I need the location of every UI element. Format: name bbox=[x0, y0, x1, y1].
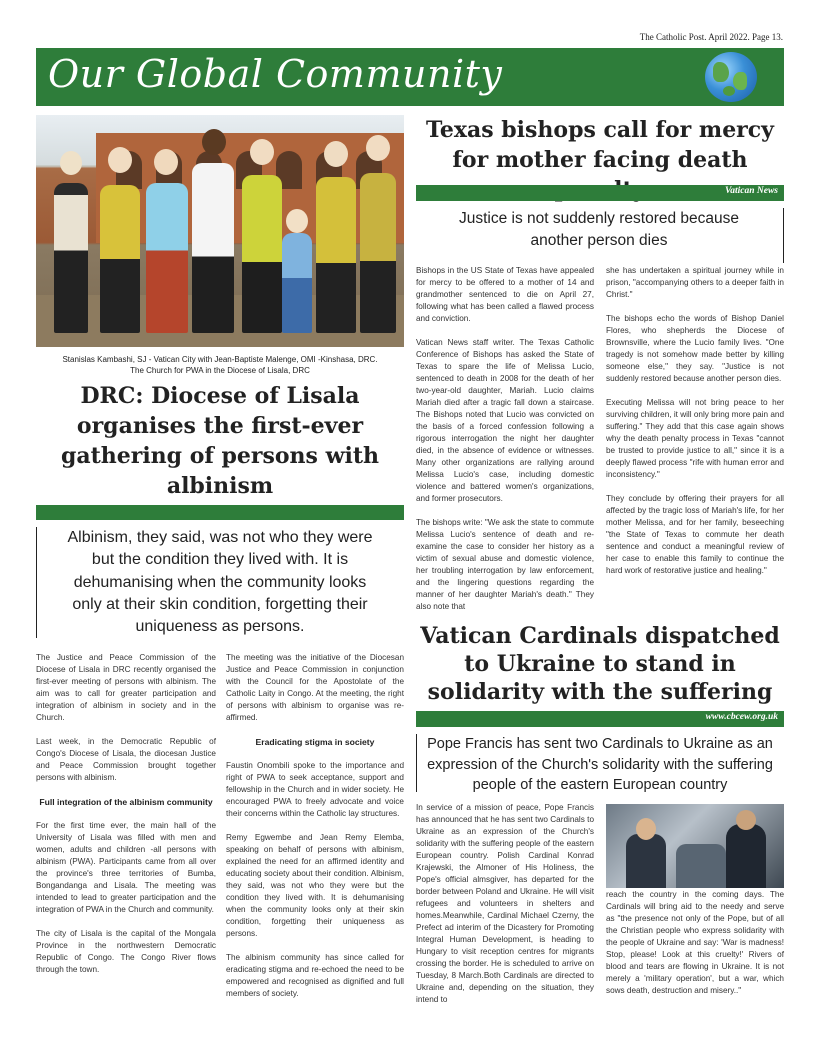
caption-line: Stanislas Kambashi, SJ - Vatican City with Jean-Baptiste Malenge, OMI -Kinshasa, DRC. bbox=[62, 355, 378, 364]
ukraine-source-bar bbox=[416, 711, 784, 727]
subheading: Eradicating stigma in society bbox=[255, 737, 375, 747]
drc-column-1 bbox=[36, 652, 216, 988]
paragraph: The Justice and Peace Commission of the Diocese of Lisala in DRC recently organised the first-ever meeting of persons with albinism. The aim was to call for greater participation and integration of albinism in society and in the Church. bbox=[36, 653, 216, 722]
paragraph: The bishops echo the words of Bishop Daniel Flores, who shepherds the Diocese of Brownsville, where the Lucio family lives. "One tragedy is not somehow made better by killing someone else," they say. "Justice is not suddenly restored because another person dies. bbox=[606, 314, 784, 383]
albinism-group-photo bbox=[36, 115, 404, 347]
paragraph: Bishops in the US State of Texas have appealed for mercy to be offered to a mother of 14 and grandmother sentenced to die on April 27, following what has been called a flawed process and conviction. bbox=[416, 266, 594, 323]
paragraph: The albinism community has since called for eradicating stigma and re-echoed the need to be empowered and recognised as dignified and full members of society. bbox=[226, 953, 404, 998]
section-title: Our Global Community bbox=[48, 52, 503, 96]
pull-quote-rule bbox=[416, 734, 417, 792]
drc-photo-caption bbox=[36, 354, 404, 376]
texas-source: Vatican News bbox=[724, 186, 778, 196]
paragraph: Remy Egwembe and Jean Remy Elemba, speaking on behalf of persons with albinism, explained the need for an affirmed identity and educating society about their condition. Albinism, they said, was not who they were but the condition they lived with. It is dehumanising when the community looks only at their skin condition, forgetting their uniqueness as persons. bbox=[226, 833, 404, 938]
paragraph: In service of a mission of peace, Pope Francis has announced that he has sent two Cardinals to Ukraine as an expression of the Church's solidarity with the suffering people of the eastern European country. Polish Cardinal Konrad Krajewski, the Almoner of His Holiness, the Pope's official almsgiver, has departed for the border between Poland and Ukraine. He will visit refugees and volunteers in shelters and homes.Meanwhile, Cardinal Michael Czerny, the Prefect ad interim of the Dicastery for Promoting Integral Human Development, is heading to Hungary to visit reception centres for migrants crossing the border. He is scheduled to arrive on Tuesday, 8 March.Both Cardinals are directed to Ukraine and, depending on the situation, they intend to bbox=[416, 803, 594, 1004]
texas-column-1 bbox=[416, 265, 594, 625]
drc-column-2 bbox=[226, 652, 404, 1012]
caption-line: The Church for PWA in the Diocese of Lisala, DRC bbox=[130, 366, 310, 375]
paragraph: Vatican News staff writer. The Texas Catholic Conference of Bishops has asked the State of Texas to spare the life of Melissa Lucio, sentenced to death in 2008 for the death of her two-year-old daughter, Mariah. Lucio claims Mariah died after a tragic fall down a staircase. The Bishops noted that Lucio was convicted on the basis of a forced confession following a rigorous interrogation the night her daughter died, in the absence of evidence or witnesses. Many other organizations are rallying around Melissa Lucio's case, including domestic violence and battered women's organizations, and former prosecutors. bbox=[416, 338, 594, 503]
ukraine-headline: Vatican Cardinals dispatched to Ukraine to stand in solidarity with the suffering bbox=[420, 623, 780, 705]
texas-headline: Texas bishops call for mercy for mother facing death bbox=[426, 117, 774, 173]
ukraine-column-2 bbox=[606, 889, 784, 1009]
texas-column-2 bbox=[606, 265, 784, 589]
texas-source-bar bbox=[416, 185, 784, 201]
pull-quote-rule bbox=[36, 527, 37, 638]
drc-headline: DRC: Diocese of Lisala organises the first-ever gathering of persons with albinism bbox=[60, 383, 380, 499]
paragraph: she has undertaken a spiritual journey while in prison, "accompanying others to a deeper faith in Christ." bbox=[606, 266, 784, 299]
refugees-photo bbox=[606, 804, 784, 888]
ukraine-pull-quote: Pope Francis has sent two Cardinals to Ukraine as an expression of the Church's solidarity with the suffering people of the eastern European country bbox=[427, 736, 773, 793]
drc-green-bar bbox=[36, 505, 404, 520]
paragraph: They conclude by offering their prayers for all affected by the tragic loss of Mariah's life, for her mother Melissa, and for her family, beseeching "the State of Texas to commute her death sentence and conduct a meaningful review of her case to enable this family to continue the hard work of restorative justice and healing." bbox=[606, 494, 784, 575]
page-folio: The Catholic Post. April 2022. Page 13. bbox=[639, 32, 783, 42]
paragraph: Last week, in the Democratic Republic of Congo's Diocese of Lisala, the diocesan Justice and Peace Commission brought together persons with albinism. bbox=[36, 737, 216, 782]
texas-pull-quote: Justice is not suddenly restored because another person dies bbox=[458, 210, 740, 249]
subheading: Full integration of the albinism community bbox=[39, 797, 213, 807]
paragraph: Faustin Onombili spoke to the importance and right of PWA to seek acceptance, support and fellowship in the Church and in wider society. He encouraged PWA to freely advocate and voice their concerns within the Catholic lay structures. bbox=[226, 761, 404, 818]
paragraph: The bishops write: "We ask the state to commute Melissa Lucio's sentence of death and re-examine the case to consider her history as a victim of sexual abuse and domestic violence, her troubling interrogation by law enforcement, and the lingering questions regarding the manner of her daughter Mariah's death." They also note that bbox=[416, 518, 594, 611]
globe-icon bbox=[705, 52, 757, 102]
paragraph: Executing Melissa will not bring peace to her surviving children, it will only bring more pain and suffering." They add that this case again shows why the death penalty process in Texas "cannot be trusted to provide justice to all," since it is a deeply flawed process "rife with human error and inconsistency." bbox=[606, 398, 784, 479]
paragraph: For the first time ever, the main hall of the University of Lisala was filled with men and women, adults and children -all persons with albinism (PWA). Participants came from all over the province's three territories of Bumba, Bongandanga and Lisala. The meeting was intended to lead to greater participation and the integration of PWA in the Church and community. bbox=[36, 821, 216, 914]
drc-pull-quote: Albinism, they said, was not who they were but the condition they lived with. It is dehumanising when the community looks only at their skin condition, forgetting their uniqueness as persons. bbox=[67, 529, 373, 636]
paragraph: The city of Lisala is the capital of the Mongala Province in the northwestern Democratic Republic of Congo. The Congo River flows through the town. bbox=[36, 929, 216, 974]
ukraine-column-1 bbox=[416, 802, 594, 1018]
pull-quote-rule bbox=[783, 208, 784, 263]
paragraph: reach the country in the coming days. The Cardinals will bring aid to the needy and serve as "the presence not only of the Pope, but of all the Christian people who express solidarity with the people of Ukraine and say: 'War is madness! Stop, please! Look at this cruelty!' Rivers of blood and tears are flowing in Ukraine. It is not merely a 'military operation', but a war, which sows death, destruction and misery.." bbox=[606, 890, 784, 995]
ukraine-source: www.cbcew.org.uk bbox=[705, 712, 778, 722]
paragraph: The meeting was the initiative of the Diocesan Justice and Peace Commission in conjunction with the Council for the Apostolate of the Catholic Laity in Congo. At the meeting, the right of persons with albinism to organise was re-affirmed. bbox=[226, 653, 404, 722]
